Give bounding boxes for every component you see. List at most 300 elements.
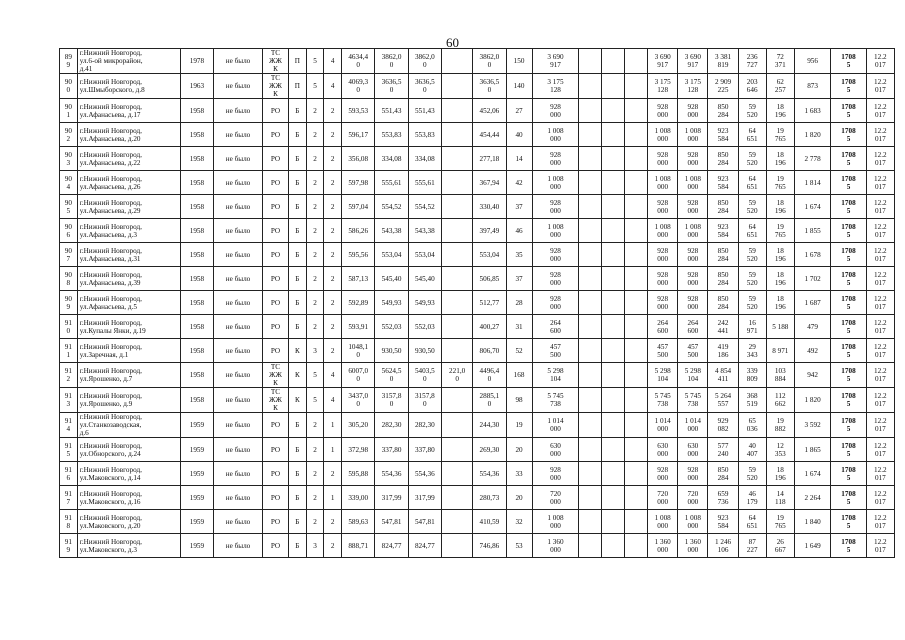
cell-a4 (442, 219, 473, 243)
cell-e1 (579, 123, 602, 147)
cell-e2 (602, 147, 625, 171)
cell-wall: ТС ЖЖ К (262, 74, 288, 99)
cell-e2 (602, 363, 625, 388)
table-row (60, 510, 895, 534)
cell-a1: 595,56 (342, 243, 375, 267)
cell-f2: 1 008 000 (678, 219, 708, 243)
cell-e2 (602, 171, 625, 195)
cell-a2: 553,83 (375, 123, 408, 147)
cell-a5: 506,85 (473, 267, 506, 291)
cell-e1 (579, 49, 602, 74)
cell-wall: РО (262, 291, 288, 315)
cell-f8: 12.2 017 (866, 438, 894, 462)
cell-wall: ТС ЖЖ К (262, 49, 288, 74)
cell-e1 (579, 462, 602, 486)
cell-entr: 2 (324, 99, 342, 123)
cell-num: 91 0 (60, 315, 78, 339)
cell-wall: РО (262, 510, 288, 534)
table-row (60, 339, 895, 363)
cell-addr: г.Нижний Новгород, ул.Афанасьева, д.29 (77, 195, 180, 219)
cell-f3: 419 186 (708, 339, 738, 363)
cell-cost: 630 000 (532, 438, 579, 462)
cell-a2: 555,61 (375, 171, 408, 195)
cell-wall: РО (262, 315, 288, 339)
cell-a4 (442, 147, 473, 171)
cell-mat: Б (289, 267, 307, 291)
cell-f4: 64 651 (738, 171, 766, 195)
cell-e2 (602, 74, 625, 99)
cell-f3: 850 284 (708, 243, 738, 267)
cell-res: 35 (506, 243, 532, 267)
cell-a3: 553,83 (408, 123, 441, 147)
cell-e3 (625, 510, 648, 534)
cell-floors: 2 (306, 147, 324, 171)
cell-res: 32 (506, 510, 532, 534)
cell-a4 (442, 195, 473, 219)
cell-repair: не было (214, 267, 263, 291)
cell-a5: 277,18 (473, 147, 506, 171)
cell-f2: 720 000 (678, 486, 708, 510)
cell-a4 (442, 123, 473, 147)
cell-entr: 4 (324, 49, 342, 74)
cell-f5: 12 353 (766, 438, 794, 462)
cell-repair: не было (214, 438, 263, 462)
cell-mat: Б (289, 438, 307, 462)
cell-a1: 372,98 (342, 438, 375, 462)
cell-e1 (579, 534, 602, 558)
cell-f2: 928 000 (678, 462, 708, 486)
cell-wall: РО (262, 486, 288, 510)
cell-entr: 2 (324, 147, 342, 171)
table-row (60, 438, 895, 462)
cell-num: 90 3 (60, 147, 78, 171)
cell-e1 (579, 147, 602, 171)
cell-a1: 305,20 (342, 413, 375, 438)
cell-f8: 12.2 017 (866, 291, 894, 315)
cell-addr: г.Нижний Новгород, ул.Афанасьева, д.17 (77, 99, 180, 123)
cell-f8: 12.2 017 (866, 462, 894, 486)
cell-e3 (625, 413, 648, 438)
cell-res: 150 (506, 49, 532, 74)
cell-year: 1958 (180, 315, 213, 339)
cell-a4 (442, 291, 473, 315)
cell-mat: Б (289, 291, 307, 315)
cell-f7: 1708 5 (831, 267, 866, 291)
cell-a5: 367,94 (473, 171, 506, 195)
cell-f1: 3 690 917 (648, 49, 678, 74)
cell-mat: Б (289, 315, 307, 339)
cell-repair: не было (214, 315, 263, 339)
cell-wall: РО (262, 99, 288, 123)
cell-wall: РО (262, 339, 288, 363)
cell-f3: 242 441 (708, 315, 738, 339)
cell-wall: РО (262, 438, 288, 462)
cell-f4: 16 971 (738, 315, 766, 339)
cell-num: 91 7 (60, 486, 78, 510)
cell-year: 1958 (180, 147, 213, 171)
cell-repair: не было (214, 510, 263, 534)
table-row (60, 363, 895, 388)
cell-res: 140 (506, 74, 532, 99)
cell-e3 (625, 339, 648, 363)
cell-e1 (579, 195, 602, 219)
table-row (60, 99, 895, 123)
cell-f1: 1 360 000 (648, 534, 678, 558)
cell-f1: 3 175 128 (648, 74, 678, 99)
cell-a3: 553,04 (408, 243, 441, 267)
cell-f8: 12.2 017 (866, 195, 894, 219)
cell-f7: 1708 5 (831, 534, 866, 558)
cell-a3: 930,50 (408, 339, 441, 363)
cell-floors: 2 (306, 171, 324, 195)
cell-e3 (625, 74, 648, 99)
cell-a4 (442, 315, 473, 339)
cell-f7: 1708 5 (831, 315, 866, 339)
cell-f5: 18 196 (766, 147, 794, 171)
cell-repair: не было (214, 388, 263, 413)
cell-addr: г.Нижний Новгород, ул.Обнорского, д.24 (77, 438, 180, 462)
table-row (60, 243, 895, 267)
cell-e1 (579, 486, 602, 510)
cell-cost: 5 298 104 (532, 363, 579, 388)
cell-f8: 12.2 017 (866, 315, 894, 339)
cell-res: 37 (506, 195, 532, 219)
cell-addr: г.Нижний Новгород, ул.Афанасьева, д.26 (77, 171, 180, 195)
cell-e1 (579, 315, 602, 339)
cell-addr: г.Нижний Новгород, ул.Шмыборского, д.8 (77, 74, 180, 99)
cell-f6: 1 687 (794, 291, 830, 315)
cell-a3: 555,61 (408, 171, 441, 195)
cell-res: 20 (506, 486, 532, 510)
cell-f3: 659 736 (708, 486, 738, 510)
cell-e2 (602, 195, 625, 219)
cell-e2 (602, 438, 625, 462)
cell-floors: 2 (306, 413, 324, 438)
cell-f8: 12.2 017 (866, 171, 894, 195)
cell-e3 (625, 171, 648, 195)
cell-entr: 1 (324, 438, 342, 462)
cell-year: 1958 (180, 99, 213, 123)
cell-floors: 2 (306, 510, 324, 534)
cell-mat: К (289, 388, 307, 413)
cell-e3 (625, 486, 648, 510)
cell-num: 91 4 (60, 413, 78, 438)
cell-a1: 593,91 (342, 315, 375, 339)
cell-year: 1958 (180, 171, 213, 195)
cell-a4 (442, 462, 473, 486)
cell-a5: 3862,0 0 (473, 49, 506, 74)
cell-a2: 3862,0 0 (375, 49, 408, 74)
cell-mat: К (289, 363, 307, 388)
cell-a3: 334,08 (408, 147, 441, 171)
cell-addr: г.Нижний Новгород, ул.Заречная, д.1 (77, 339, 180, 363)
cell-year: 1959 (180, 534, 213, 558)
cell-year: 1963 (180, 74, 213, 99)
cell-floors: 2 (306, 123, 324, 147)
table-row (60, 388, 895, 413)
cell-e3 (625, 195, 648, 219)
cell-cost: 1 008 000 (532, 510, 579, 534)
cell-a3: 337,80 (408, 438, 441, 462)
cell-addr: г.Нижний Новгород, ул.Маковского, д.14 (77, 462, 180, 486)
cell-f7: 1708 5 (831, 363, 866, 388)
cell-e3 (625, 388, 648, 413)
cell-floors: 2 (306, 462, 324, 486)
cell-e2 (602, 123, 625, 147)
cell-repair: не было (214, 123, 263, 147)
cell-a5: 512,77 (473, 291, 506, 315)
housing-register-table (59, 48, 895, 558)
cell-f1: 928 000 (648, 291, 678, 315)
cell-a2: 553,04 (375, 243, 408, 267)
cell-mat: П (289, 49, 307, 74)
cell-f5: 72 371 (766, 49, 794, 74)
cell-a1: 597,98 (342, 171, 375, 195)
cell-a4 (442, 171, 473, 195)
cell-f8: 12.2 017 (866, 267, 894, 291)
cell-num: 90 8 (60, 267, 78, 291)
cell-a2: 552,03 (375, 315, 408, 339)
cell-addr: г.Нижний Новгород, ул.Маковского, д.16 (77, 486, 180, 510)
cell-e2 (602, 99, 625, 123)
cell-a4 (442, 243, 473, 267)
cell-wall: РО (262, 462, 288, 486)
cell-repair: не было (214, 363, 263, 388)
cell-a2: 282,30 (375, 413, 408, 438)
cell-e2 (602, 291, 625, 315)
cell-num: 91 3 (60, 388, 78, 413)
cell-res: 42 (506, 171, 532, 195)
cell-f2: 5 745 738 (678, 388, 708, 413)
cell-a5: 554,36 (473, 462, 506, 486)
cell-entr: 1 (324, 486, 342, 510)
cell-a1: 356,08 (342, 147, 375, 171)
cell-f4: 59 520 (738, 147, 766, 171)
cell-cost: 1 008 000 (532, 123, 579, 147)
cell-a5: 244,30 (473, 413, 506, 438)
cell-f3: 4 854 411 (708, 363, 738, 388)
cell-f7: 1708 5 (831, 510, 866, 534)
cell-a4 (442, 49, 473, 74)
table-row (60, 315, 895, 339)
cell-a1: 592,89 (342, 291, 375, 315)
cell-addr: г.Нижний Новгород, ул.Ярошенко, д.7 (77, 363, 180, 388)
cell-a2: 824,77 (375, 534, 408, 558)
cell-f5: 19 765 (766, 171, 794, 195)
cell-a3: 543,38 (408, 219, 441, 243)
cell-a4: 221,0 0 (442, 363, 473, 388)
cell-year: 1959 (180, 510, 213, 534)
cell-year: 1958 (180, 363, 213, 388)
cell-res: 14 (506, 147, 532, 171)
table-row (60, 49, 895, 74)
cell-e2 (602, 315, 625, 339)
cell-e1 (579, 74, 602, 99)
cell-f7: 1708 5 (831, 388, 866, 413)
cell-f2: 928 000 (678, 267, 708, 291)
cell-a4 (442, 388, 473, 413)
cell-addr: г.Нижний Новгород, ул.Станкозаводская, д.6 (77, 413, 180, 438)
cell-num: 90 1 (60, 99, 78, 123)
cell-a3: 3636,5 0 (408, 74, 441, 99)
cell-f2: 630 000 (678, 438, 708, 462)
cell-e3 (625, 534, 648, 558)
cell-repair: не было (214, 534, 263, 558)
cell-e2 (602, 510, 625, 534)
cell-f7: 1708 5 (831, 462, 866, 486)
cell-f4: 64 651 (738, 219, 766, 243)
cell-mat: Б (289, 510, 307, 534)
cell-f8: 12.2 017 (866, 486, 894, 510)
cell-repair: не было (214, 413, 263, 438)
cell-f2: 3 690 917 (678, 49, 708, 74)
cell-f2: 264 600 (678, 315, 708, 339)
cell-repair: не было (214, 147, 263, 171)
cell-res: 33 (506, 462, 532, 486)
cell-mat: П (289, 74, 307, 99)
cell-e2 (602, 339, 625, 363)
cell-e2 (602, 413, 625, 438)
cell-mat: Б (289, 195, 307, 219)
cell-f1: 264 600 (648, 315, 678, 339)
cell-res: 52 (506, 339, 532, 363)
cell-cost: 264 600 (532, 315, 579, 339)
cell-cost: 928 000 (532, 195, 579, 219)
cell-wall: РО (262, 413, 288, 438)
cell-f2: 928 000 (678, 147, 708, 171)
cell-a4 (442, 99, 473, 123)
cell-f5: 19 765 (766, 219, 794, 243)
cell-repair: не было (214, 243, 263, 267)
cell-f6: 1 674 (794, 462, 830, 486)
cell-f6: 1 855 (794, 219, 830, 243)
cell-floors: 3 (306, 534, 324, 558)
cell-year: 1958 (180, 123, 213, 147)
cell-a5: 2885,1 0 (473, 388, 506, 413)
cell-e3 (625, 219, 648, 243)
cell-a3: 5403,5 0 (408, 363, 441, 388)
cell-f4: 203 646 (738, 74, 766, 99)
cell-floors: 5 (306, 388, 324, 413)
cell-f2: 3 175 128 (678, 74, 708, 99)
cell-a1: 593,53 (342, 99, 375, 123)
cell-f3: 1 246 106 (708, 534, 738, 558)
table-row (60, 147, 895, 171)
cell-f4: 59 520 (738, 267, 766, 291)
cell-f6: 1 678 (794, 243, 830, 267)
table-row (60, 123, 895, 147)
cell-a5: 269,30 (473, 438, 506, 462)
cell-cost: 928 000 (532, 267, 579, 291)
cell-floors: 5 (306, 363, 324, 388)
cell-e3 (625, 462, 648, 486)
cell-f3: 850 284 (708, 99, 738, 123)
cell-floors: 2 (306, 99, 324, 123)
cell-entr: 2 (324, 267, 342, 291)
cell-res: 168 (506, 363, 532, 388)
cell-a2: 543,38 (375, 219, 408, 243)
cell-f5: 18 196 (766, 243, 794, 267)
cell-e2 (602, 49, 625, 74)
cell-f3: 577 240 (708, 438, 738, 462)
cell-f1: 630 000 (648, 438, 678, 462)
cell-entr: 4 (324, 388, 342, 413)
cell-res: 46 (506, 219, 532, 243)
cell-addr: г.Нижний Новгород, ул.Афанасьева, д.20 (77, 123, 180, 147)
cell-mat: Б (289, 413, 307, 438)
cell-f4: 64 651 (738, 123, 766, 147)
cell-f3: 923 584 (708, 510, 738, 534)
cell-f8: 12.2 017 (866, 388, 894, 413)
cell-f5: 19 765 (766, 123, 794, 147)
cell-res: 28 (506, 291, 532, 315)
cell-floors: 5 (306, 74, 324, 99)
cell-f4: 46 179 (738, 486, 766, 510)
cell-f4: 59 520 (738, 291, 766, 315)
cell-f1: 928 000 (648, 267, 678, 291)
cell-wall: ТС ЖЖ К (262, 363, 288, 388)
cell-entr: 2 (324, 462, 342, 486)
cell-a5: 746,86 (473, 534, 506, 558)
cell-res: 20 (506, 438, 532, 462)
cell-floors: 2 (306, 438, 324, 462)
cell-a1: 597,04 (342, 195, 375, 219)
cell-f1: 1 014 000 (648, 413, 678, 438)
cell-f3: 850 284 (708, 267, 738, 291)
cell-year: 1959 (180, 413, 213, 438)
cell-mat: Б (289, 147, 307, 171)
cell-f5: 62 257 (766, 74, 794, 99)
cell-year: 1958 (180, 339, 213, 363)
cell-year: 1958 (180, 267, 213, 291)
cell-f2: 1 360 000 (678, 534, 708, 558)
cell-f6: 1 820 (794, 388, 830, 413)
cell-num: 91 8 (60, 510, 78, 534)
cell-a4 (442, 339, 473, 363)
cell-f6: 1 674 (794, 195, 830, 219)
cell-a3: 547,81 (408, 510, 441, 534)
cell-e1 (579, 219, 602, 243)
cell-f3: 923 584 (708, 123, 738, 147)
cell-cost: 5 745 738 (532, 388, 579, 413)
cell-addr: г.Нижний Новгород, ул.Маковского, д.3 (77, 534, 180, 558)
cell-f4: 236 727 (738, 49, 766, 74)
cell-f3: 2 909 225 (708, 74, 738, 99)
cell-f6: 1 649 (794, 534, 830, 558)
cell-a4 (442, 74, 473, 99)
cell-addr: г.Нижний Новгород, ул.Афанасьева, д.3 (77, 219, 180, 243)
cell-floors: 2 (306, 267, 324, 291)
cell-res: 40 (506, 123, 532, 147)
cell-a1: 589,63 (342, 510, 375, 534)
cell-mat: К (289, 339, 307, 363)
cell-f8: 12.2 017 (866, 123, 894, 147)
cell-repair: не было (214, 486, 263, 510)
cell-a1: 6007,0 0 (342, 363, 375, 388)
cell-a3: 551,43 (408, 99, 441, 123)
cell-num: 90 9 (60, 291, 78, 315)
cell-f3: 850 284 (708, 291, 738, 315)
cell-a3: 3862,0 0 (408, 49, 441, 74)
cell-f1: 1 008 000 (648, 171, 678, 195)
cell-cost: 3 690 917 (532, 49, 579, 74)
cell-floors: 5 (306, 49, 324, 74)
cell-f8: 12.2 017 (866, 147, 894, 171)
cell-floors: 2 (306, 219, 324, 243)
cell-f5: 103 884 (766, 363, 794, 388)
cell-e2 (602, 219, 625, 243)
cell-addr: г.Нижний Новгород, ул.Афанасьева, д.5 (77, 291, 180, 315)
